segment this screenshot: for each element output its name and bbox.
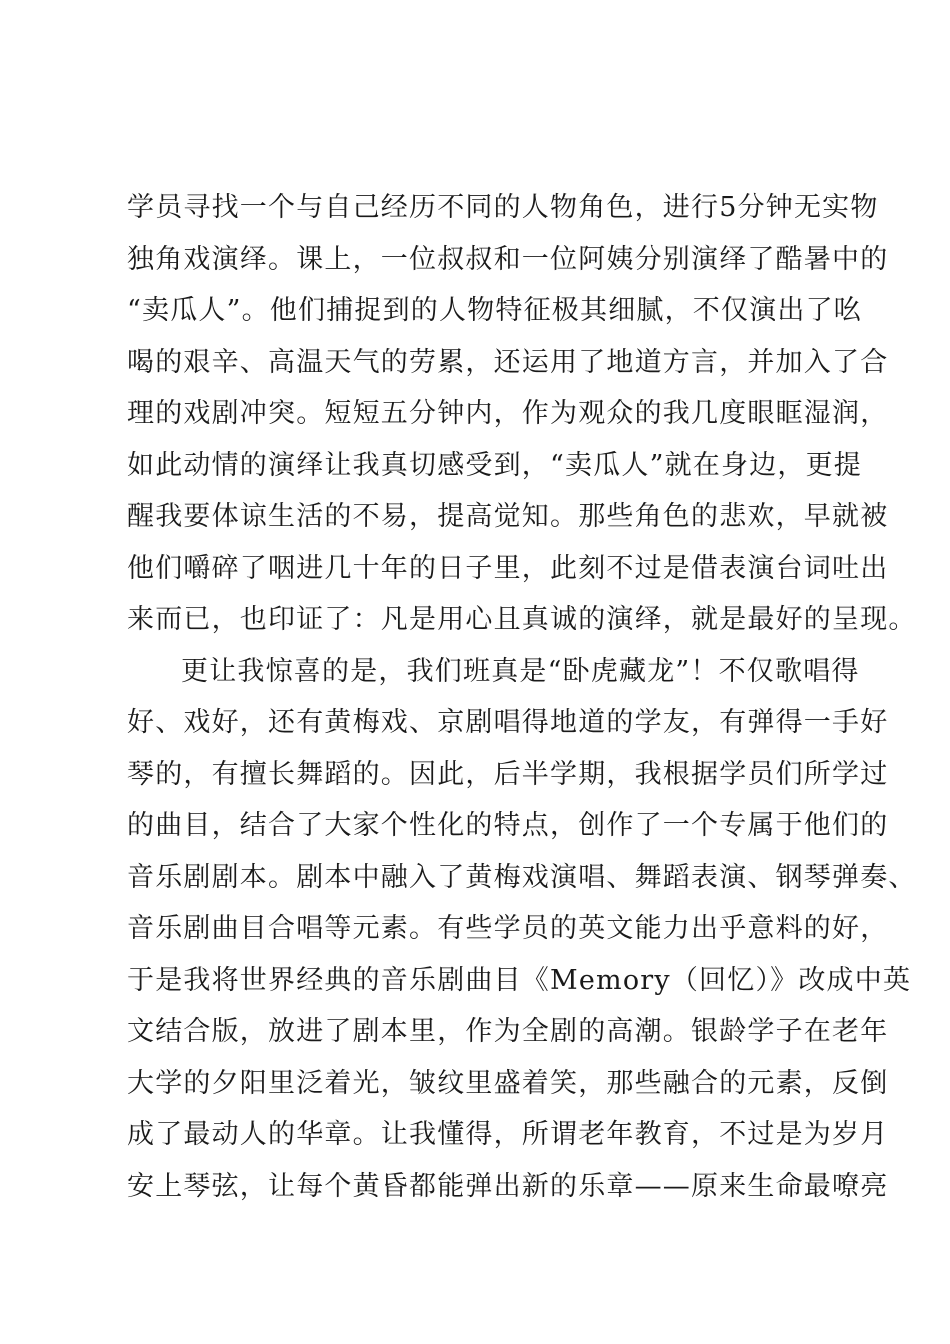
text-line: 好、戏好，还有黄梅戏、京剧唱得地道的学友，有弹得一手好 — [127, 707, 889, 738]
text-line: 音乐剧剧本。剧本中融入了黄梅戏演唱、舞蹈表演、钢琴弹奏、 — [127, 861, 917, 893]
text-line: 如此动情的演绎让我真切感受到，“卖瓜人”就在身边，更提 — [127, 449, 863, 481]
text-line: “卖瓜人”。他们捕捉到的人物特征极其细腻，不仅演出了吆 — [127, 295, 863, 326]
text-line: 文结合版，放进了剧本里，作为全剧的高潮。银龄学子在老年 — [127, 1016, 889, 1047]
body-text — [127, 182, 917, 1212]
text-line: 喝的艰辛、高温天气的劳累，还运用了地道方言，并加入了合 — [127, 346, 889, 378]
text-line: 理的戏剧冲突。短短五分钟内，作为观众的我几度眼眶湿润， — [127, 398, 889, 429]
text-line: 独角戏演绎。课上，一位叔叔和一位阿姨分别演绎了酷暑中的 — [127, 243, 889, 275]
text-line: 大学的夕阳里泛着光，皱纹里盛着笑，那些融合的元素，反倒 — [127, 1067, 889, 1099]
text-line: 的曲目，结合了大家个性化的特点，创作了一个专属于他们的 — [127, 810, 889, 841]
text-line: 来而已，也印证了：凡是用心且真诚的演绎，就是最好的呈现。 — [127, 604, 917, 635]
text-line: 音乐剧曲目合唱等元素。有些学员的英文能力出乎意料的好， — [127, 913, 889, 944]
text-line: 于是我将世界经典的音乐剧曲目《Memory（回忆）》改成中英 — [127, 964, 912, 996]
text-line: 学员寻找一个与自己经历不同的人物角色，进行5分钟无实物 — [127, 192, 879, 223]
text-line: 他们嚼碎了咽进几十年的日子里，此刻不过是借表演台词吐出 — [127, 552, 889, 584]
text-line: 琴的，有擅长舞蹈的。因此，后半学期，我根据学员们所学过 — [127, 758, 889, 790]
paragraph-start-line: 更让我惊喜的是，我们班真是“卧虎藏龙”！不仅歌唱得 — [181, 655, 860, 687]
text-line: 安上琴弦，让每个黄昏都能弹出新的乐章——原来生命最嘹亮 — [127, 1170, 889, 1202]
text-line: 醒我要体谅生活的不易，提高觉知。那些角色的悲欢，早就被 — [127, 501, 889, 532]
text-line: 成了最动人的华章。让我懂得，所谓老年教育，不过是为岁月 — [127, 1119, 889, 1150]
